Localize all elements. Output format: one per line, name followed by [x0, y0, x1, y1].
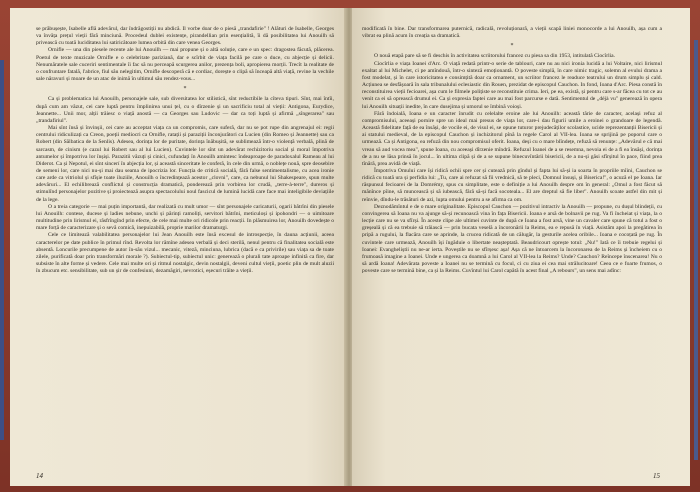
right-page	[352, 8, 690, 486]
paragraph: Deznodămîntul e de o mare originalitate. Episcopul Cauchon — pozitivul intractiv la Anouilh — propune, cu dușul blindeții, cu convingerea să Ioana nu va ajunge să-și recunoască vina în fața Bisericii. Ioana e arsă de bolnavii pe rug. Va fi încheiat și viața, la o lecție care nu se va sfîrși. În aceste clipe ale ultimei cuvinte de după ce Ioana a fost arsă, vine un cavaler care spune că totul a fost o greșeală și că ea trebuie să trăiască — prin bucata veselă a încoronării la Reims, ea e repusă în viață. Asistăm apoi la pregătirea în pripă a rugului, la flacăra care se aprinde, la crucea ridicată de un călugăr, la gesturile acelea oribile... Ioana e cocoțată pe rug. În cuvintele care urmează, Anouilh își îngăduie o libertate neașteptată. Beaudricourt oprește totul: „Nu!" Iată ce îi trebuie regelui și Ioanei: Evangheliștii nu ne-ar ierta. Poveștile nu se sfîrșesc așa! Așa că ne întoarcem la încoronarea de la Reims și încheiem cu o frumoasă imagine a Ioanei. Unde e ungerea ca doamnă a lui Carol al VII-lea la Reims? Unde? Cauchon? Reîncepe înscenarea! Nu o să ardă Ioana! Adevărata poveste a Ioanei nu se termină cu focul, ci cu ziua ei cea mai strălucitoare! Ceea ce e foarte frumos, o poveste care se termină bine, ca și la Reims. Cuvîntul lui Carol capătă în acest final „A rebours", un sens mai adînc:	[362, 203, 662, 275]
paragraph: Ornifle — una din piesele recente ale lui Anouilh — mai propune și o altă soluție, care e un spec: dragostea făcută, plăcerea. Poetul de texte muzicale Ornifle e o celebritate pariziană, dar e scîrbit de viața facilă pe care o duce, cu abjecție și delicii. Nenumăratele sale cuceriri sentimentale îi fac să nu perceapă scurgerea anilor, prezența boli, apropierea morții. Trecît la realitate de o confruntare fatală, l'abrice, fiul său nelegitim, Ornifle descoperă că e cordiac, dorește o clipă să înceapă altă viață, revine la vechile sale năravuri și moare de un atac de inimă în ultimul său rendez-vous...	[36, 47, 334, 83]
paragraph: Mai sînt însă și învinșii, cei care au acceptat viața ca un compromis, care suferă, dar nu se pot rupe din angrenajul ei: regii centrului ridiculizați ca Creon, poeții mediocri ca Ornifle, ratații și paraziții înconjurători ca Lucien (din Romeo și Jeannette) sau ca Robert (din Sălbatica de la Senlis). Adesea, dorința lor de puritate, dorința înăbușită, se sublimează într-o violență verbală, plină de sarcasm, de cinism (e cazul lui Robert sau al lui Lucien). Cuvintele lor sînt un adevărat rechizitoriu social și moral împotriva antumelor și împotriva lor înșiși. Parazitii văzuți și cinici, cufundați în Anouilh amintesc îndeaproape de paradoxalul Rameau al lui Diderot. Ca și Nepotul, ei sînt sincerí în abjecția lor, și această sinceritate le conferă, în cele din urmă, o noblețe nouă, spre deosebire de semeni lor, care nici nu-și mai dau seama de ipocrizia lor. Funcția de critică socială, fără false sentimentalisme, cu acea ironie care arde ca vitriolul și sfîșie toate iluziile, Anouilh o încredințează acestor „clovni", care, ca nebunul lui Shakespeare, spun multe adevăruri... El echilibrează conflictul și construcția dramatică, ponderează prin vorbirea lor crudă, „terre-à-terre", dureros și stimulînd personajelor pozitive și proiectează asupra spectacolului noul fascicul de lumină lucidă care face mai inteligibile deviațiile de la lege.	[36, 125, 334, 203]
paragraph: Ca și problematica lui Anouilh, personajele sale, sub diversitatea lor stilistică, sînt reductibile la cîteva tipuri. Sînt, mai întîi, după cum am văzut, cei care luptă pentru împlinirea unui țel, cu o dîrzenie și un sacrificiu total al vieții: Antigona, Eurydice, Jeannette... Unii mor, alții trăiesc o viață anostă — ca Georges sau Ludovic — dar ca toți luptă și afirmă „sîngerarea" sau „trandafiriul".	[36, 96, 334, 124]
paragraph: modificată în bine. Dar transformarea puternică, radicală, revoluționară, a vieții scapă liniei monocorde a lui Anouilh, așa cum a vibrat ea plină acum în creația sa dramatică.	[362, 26, 662, 40]
paragraph: se prăbușește, Isabelle află adevărul, dar îndrăgostiții nu abdică. Il vorbe doar de o piesă „trandafirie" ! Alături de Isabelle, Georges va învăța prețul vieții fără minciună. Procedeul dublei existențe, pirandellian prin esențialită, îi dă posibilitatea lui Anouilh să privească cu toată luciditatea lui satiricătoare lumea orbită din care venea Georges.	[36, 26, 334, 47]
paragraph: Ciocîrlia e viața Ioanei d'Arc. O viață redată printr-o serie de tablouri, care nu au nici ironia lucidă a lui Voltaire, nici lirismul exaltat al lui Michelet, ci pe amîndouă, într-o sinteză emoționantă. O poveste simplă, în care nimic tragic, solemn al evului drama a fost modelat, și în care istoricitatea e consimțită doar ca ornament, un scriitor francez le readuce teatrului un drum simplu și cald. Acțiunea se desfășoară în sala tribunalului eclesiastic din Rouen, prezidat de episcopul Cauchon. In fond, Ioana d'Arc. Piesa constă în reconstituirea vieții fecioarei, așa cum le filmele polițiste se reconstituie crima. Ieri, pe ea, există, și pentru care s-ar făcea cu tot ce au venit ca ei să oprească drumul ei. Ca și expresia faptei care au mai fost parcurse e dată. Sentimentul de „déjà vu" generează în opera lui Anouilh situații inedite, în care dusejima și umorul se îmbină voioși.	[362, 60, 662, 110]
paragraph: O nouă etapă pare să se fi deschis în activitatea scriitorului francez cu piesa sa din 1953, intitulată Ciocîrlia.	[374, 53, 616, 60]
section-star: *	[510, 43, 514, 50]
paragraph: Cele ce limitează valabilitatea personajelor lui Jean Anouilh este însă excesul de introspecție, în dauna acțiunii, aceea caracterelor pe date publice în primul rînd. Revolta lor rămîne adesea verbală și deci sterilă, nenul pentru că finalitatea socială este absentă. Loncurile precumpene de autor în-său vizul... mecanic, viteză, minciuna, lubrica (dacă e ca privirile) sau viața sa de toate zilele, purificată doar prin transformări morale ?). Subiectul-tip, subiectul unic: generează o plurali tate aproape infinită ca fire, dar subsiste în alte forme și vedere. Cele mai multe ori și ritmul nostalgic, devin nostalgii, deveni cultul vieții, poetic plin de mult aluzii în zbucum etc. sensibilitate, sub un șir de confesiuni, dezamăgiri, nevrotici, eșecuri trăite a vieții.	[36, 232, 334, 275]
page-number: 14	[36, 471, 43, 480]
right-page-edge	[694, 40, 698, 460]
paragraph: Împotriva Omului care își ridică ochii spre cer și cutează prin gîndul și fapta lui să-și ia soarta în propriile mîini, Cauchon se ridică cu toată ura și perfidia lui: „Tu, care ai refuzat să fii vrednică, să te pleci, Domnul însuși, și Biserica!", o acuză el pe Ioana. Iar răspunsul fecioarei de la Domrémy, spus cu simplitate, este o definiție a lui Anouilh despre om în general: „Omul a fost făcut să mănînce pîine, să muncească și să iubească, fără să-și facă socoteala... El are dreptul să fie liber". Anouilh scoate astfel din mit și reînvie, dîndu-le trăsături de azi, lupta omului pentru a se afirma ca om.	[362, 167, 662, 203]
section-star: *	[183, 86, 187, 93]
paragraph: Fără îndoială, Ioana e un caracter înrudit cu celelalte eroine ale lui Anouilh: această tărie de caracter, același refuz al compromisului, aceeași pornire spre un ideal mai presus de viața lor, care-i dau figurii umile a eroinei o grandoare de legendă. Această fidelitate față de ea însăși, de vocile ei, de visul ei, se opune tuturor prejudecăților scolastice, ucide reprezentanții Bisericii și ai statului medieval, de la episcopul Cauchon și inchizitorul pînă la regele Carol al VII-lea. Ioana se sprijină pe poporul care o urmează. Ca și Antigona, ea refuză din nou compromisul oferit. Ioana, deși cu o mare blîndețe, refuză să renunțe: „Adevărul e că mai vreau să aud vocea mea", spune Ioana, cu aceeași dîrzenie mîndră. Refuzul Ioanei de a se resemna, nevoia ei de a fi ea însăși, dorința de a nu se lăsa prinsă în jocul... în ultima clipă și de a se supune binecuvîntării bisericii, de a nu-și găsi sfîrșitul în pace, fiind prea tînără, prea avidă de viață.	[362, 110, 662, 167]
left-page-edge	[0, 60, 4, 440]
page-number: 15	[653, 471, 660, 480]
left-page	[10, 8, 346, 486]
paragraph: O a treia categorie — mai puțin importantă, dar realizată cu mult umor — sînt personajele caricaturii, ogarii bătrîni din piesele lui Anouilh: contese, ducese și ladies nebune, unchi și părinți ramoliți, servitori bătrîni, meticuloși și ipohondri — o uimitoare multitudine prin lirismul ei, răsfrîngînd prin efecte, de cele mai multe ori ridicole prin reacții. In plăsmuirea lor, Anouilh dovedește o mare forță de caracterizare și o sevă comică, inepuizabilă, proprie marilor dramaturgi.	[36, 203, 334, 232]
